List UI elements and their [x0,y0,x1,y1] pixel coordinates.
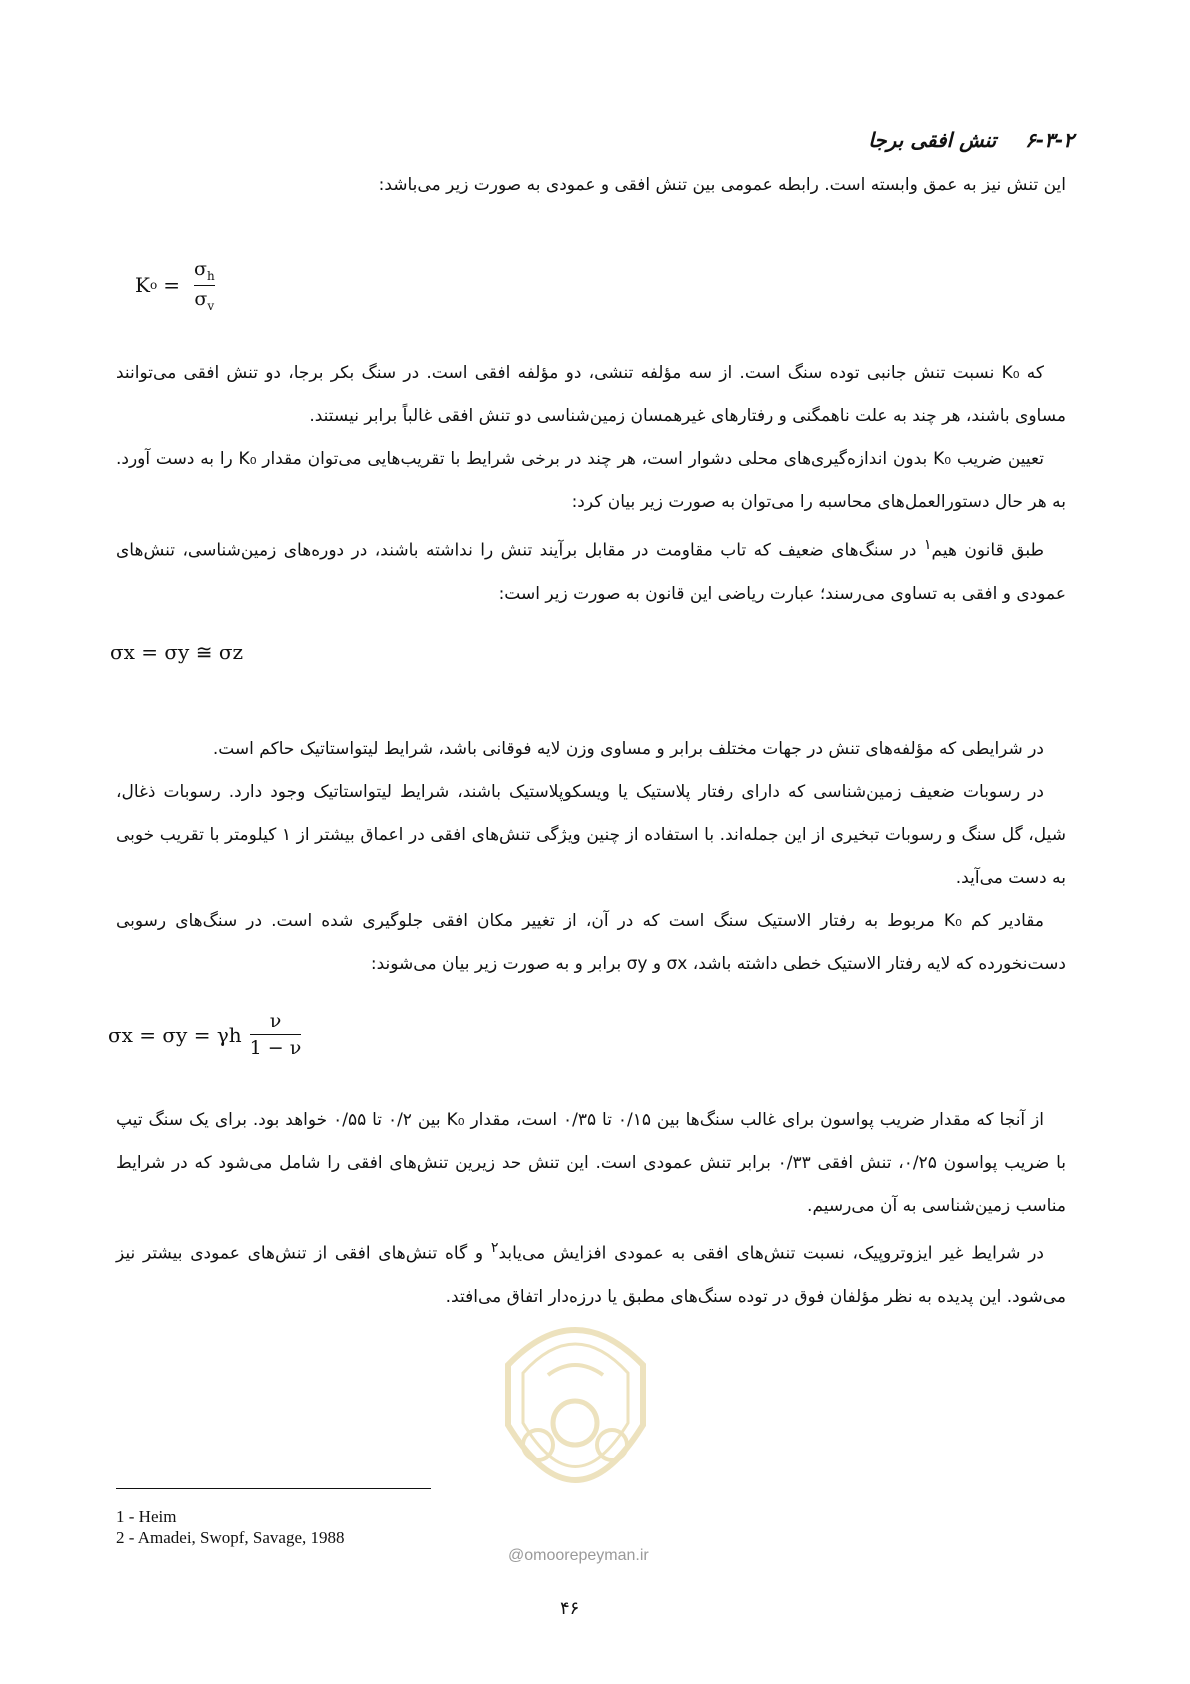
paragraph-poisson: از آنجا که مقدار ضریب پواسون برای غالب سنگ‌ها بین ۰/۱۵ تا ۰/۳۵ است، مقدار K₀ بین ۰/۲ تا ۰/۵۵ خواهد بود. برای یک سنگ تیپ با ضریب پواسون ۰/۲۵، تنش افقی ۰/۳۳ برابر تنش عمودی است. این تنش حد زیرین تنش‌های افقی را شامل می‌شود که در شرایط مناسب زمین‌شناسی به آن می‌رسیم. [116,1110,1066,1216]
footnote-marker-1: ۱ [923,537,932,553]
page-number: ۴۶ [560,1598,580,1619]
section-heading [868,128,1074,152]
paragraph-intro: این تنش نیز به عمق وابسته است. رابطه عمومی بین تنش افقی و عمودی به صورت زیر می‌باشد: [378,175,1066,195]
formula-heim: σx = σy ≅ σz [110,640,244,664]
section-title: تنش افقی برجا [868,128,997,152]
footnote-marker-2: ۲ [490,1240,499,1256]
paragraph-k0-definition: که K₀ نسبت تنش جانبی توده سنگ است. از سه مؤلفه تنشی، دو مؤلفه افقی است. در سنگ بکر برجا، دو تنش افقی می‌توانند مساوی باشند، هر چند به علت ناهمگنی و رفتارهای غیرهمسان زمین‌شناسی دو تنش افقی غالباً برابر نیستند. [116,363,1066,426]
paragraph-lithostatic: در شرایطی که مؤلفه‌های تنش در جهات مختلف برابر و مساوی وزن لایه فوقانی باشد، شرایط لیتواستاتیک حاکم است. [212,739,1044,759]
footnote-divider [116,1488,431,1489]
watermark-text: @omoorepeyman.ir [508,1547,649,1564]
footnote-1: 1 - Heim [116,1507,177,1526]
formula-k0: K o = $\frac{\sigma_h}{\sigma_v}$ [135,258,215,313]
fraction-poisson: $\frac{\nu}{1 - \nu}$ [249,1010,302,1059]
paragraph-anisotropic: در شرایط غیر ایزوتروپیک، نسبت تنش‌های افقی به عمودی افزایش می‌یابد$^۲$ و گاه تنش‌های افقی از تنش‌های عمودی بیشتر نیز می‌شود. این پدیده به نظر مؤلفان فوق در توده سنگ‌های مطبق یا درزه‌دار اتفاق می‌افتد. [116,1240,1066,1307]
paragraph-elastic: مقادیر کم K₀ مربوط به رفتار الاستیک سنگ است که در آن، از تغییر مکان افقی جلوگیری شده است. در سنگ‌های رسوبی دست‌نخورده که لایه رفتار الاستیک خطی داشته باشد، σx و σy برابر و به صورت زیر بیان می‌شوند: [116,911,1066,974]
section-number: ۶-۳-۲ [1025,128,1074,152]
paragraph-heim-law: طبق قانون هیم$^۱$ در سنگ‌های ضعیف که تاب مقاومت در مقابل برآیند تنش را نداشته باشند، در دوره‌های زمین‌شناسی، تنش‌های عمودی و افقی به تساوی می‌رسند؛ عبارت ریاضی این قانون به صورت زیر است: [116,537,1066,604]
watermark-logo-icon [488,1305,663,1525]
formula-elastic: σx = σy = γh $\frac{\nu}{1 - \nu}$ [108,1010,302,1059]
paragraph-k0-determination: تعیین ضریب K₀ بدون اندازه‌گیری‌های محلی دشوار است، هر چند در برخی شرایط با تقریب‌هایی می‌توان مقدار K₀ را به دست آورد. به هر حال دستورالعمل‌های محاسبه را می‌توان به صورت زیر بیان کرد: [116,449,1066,512]
footnote-2: 2 - Amadei, Swopf, Savage, 1988 [116,1528,345,1547]
paragraph-weak-sediments: در رسوبات ضعیف زمین‌شناسی که دارای رفتار پلاستیک یا ویسکوپلاستیک باشند، شرایط لیتواستاتیک وجود دارد. رسوبات ذغال، شیل، گل سنگ و رسوبات تبخیری از این جمله‌اند. با استفاده از چنین ویژگی تنش‌های افقی در اعماق بیشتر از ۱ کیلومتر با تقریب خوبی به دست می‌آید. [116,782,1066,888]
footnotes [116,1506,345,1548]
fraction-sigma-h-over-sigma-v: $\frac{\sigma_h}{\sigma_v}$ [193,258,215,313]
